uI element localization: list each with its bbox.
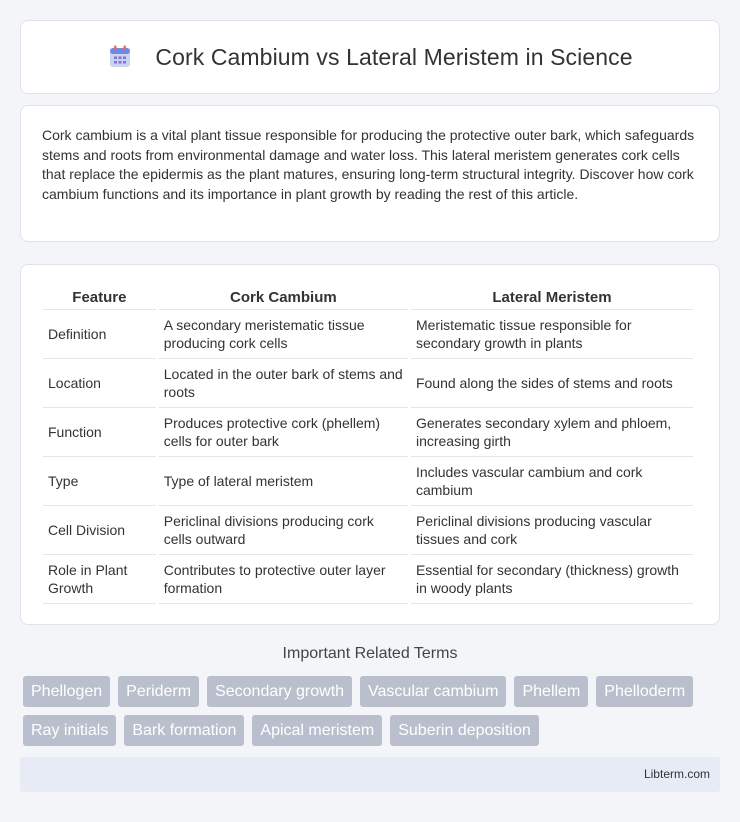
table-row: [43, 408, 693, 457]
table-row: [43, 457, 693, 506]
table-row: [43, 359, 693, 408]
related-terms-tags: [23, 676, 703, 746]
table-cell: Found along the sides of stems and roots: [411, 359, 693, 408]
related-terms-title: Important Related Terms: [282, 645, 458, 662]
title-card: [20, 20, 720, 94]
footer: [20, 757, 720, 792]
table-row: [43, 555, 693, 604]
table-cell: Definition: [43, 310, 156, 359]
calendar-icon: [107, 44, 133, 70]
table-header-row: [43, 285, 693, 310]
table-cell: Contributes to protective outer layer formation: [159, 555, 408, 604]
table-row: [43, 310, 693, 359]
table-cell: A secondary meristematic tissue producing cork cells: [159, 310, 408, 359]
comparison-table-card: [20, 264, 720, 625]
table-cell: Cell Division: [43, 506, 156, 555]
intro-card: [20, 105, 720, 242]
header-feature: Feature: [43, 285, 156, 310]
footer-site-link[interactable]: Libterm.com: [643, 767, 710, 781]
tag-bark-formation[interactable]: Bark formation: [124, 715, 244, 746]
header-cork-cambium: Cork Cambium: [159, 285, 408, 310]
header-lateral-meristem: Lateral Meristem: [411, 285, 693, 310]
table-row: [43, 506, 693, 555]
table-cell: Periclinal divisions producing cork cells outward: [159, 506, 408, 555]
table-cell: Type: [43, 457, 156, 506]
comparison-table: [40, 285, 696, 604]
tag-apical-meristem[interactable]: Apical meristem: [252, 715, 382, 746]
table-cell: Periclinal divisions producing vascular tissues and cork: [411, 506, 693, 555]
table-cell: Role in Plant Growth: [43, 555, 156, 604]
tag-phellem[interactable]: Phellem: [514, 676, 588, 707]
table-cell: Includes vascular cambium and cork cambium: [411, 457, 693, 506]
tag-phellogen[interactable]: Phellogen: [23, 676, 110, 707]
tag-secondary-growth[interactable]: Secondary growth: [207, 676, 352, 707]
tag-phelloderm[interactable]: Phelloderm: [596, 676, 693, 707]
table-cell: Location: [43, 359, 156, 408]
tag-ray-initials[interactable]: Ray initials: [23, 715, 116, 746]
table-cell: Type of lateral meristem: [159, 457, 408, 506]
tag-suberin-deposition[interactable]: Suberin deposition: [390, 715, 539, 746]
tag-periderm[interactable]: Periderm: [118, 676, 199, 707]
page-title: Cork Cambium vs Lateral Meristem in Science: [155, 43, 633, 70]
table-cell: Function: [43, 408, 156, 457]
table-cell: Located in the outer bark of stems and roots: [159, 359, 408, 408]
table-cell: Produces protective cork (phellem) cells for outer bark: [159, 408, 408, 457]
tag-vascular-cambium[interactable]: Vascular cambium: [360, 676, 506, 707]
table-cell: Meristematic tissue responsible for secondary growth in plants: [411, 310, 693, 359]
intro-text: Cork cambium is a vital plant tissue responsible for producing the protective outer bark, which safeguards stems and roots from environmental damage and water loss. This lateral meristem generates cork cells that replace the epidermis as the plant matures, ensuring long-term structural integrity. Discover how cork cambium functions and its importance in plant growth by reading the rest of this article.: [42, 127, 695, 202]
table-cell: Essential for secondary (thickness) growth in woody plants: [411, 555, 693, 604]
table-cell: Generates secondary xylem and phloem, increasing girth: [411, 408, 693, 457]
